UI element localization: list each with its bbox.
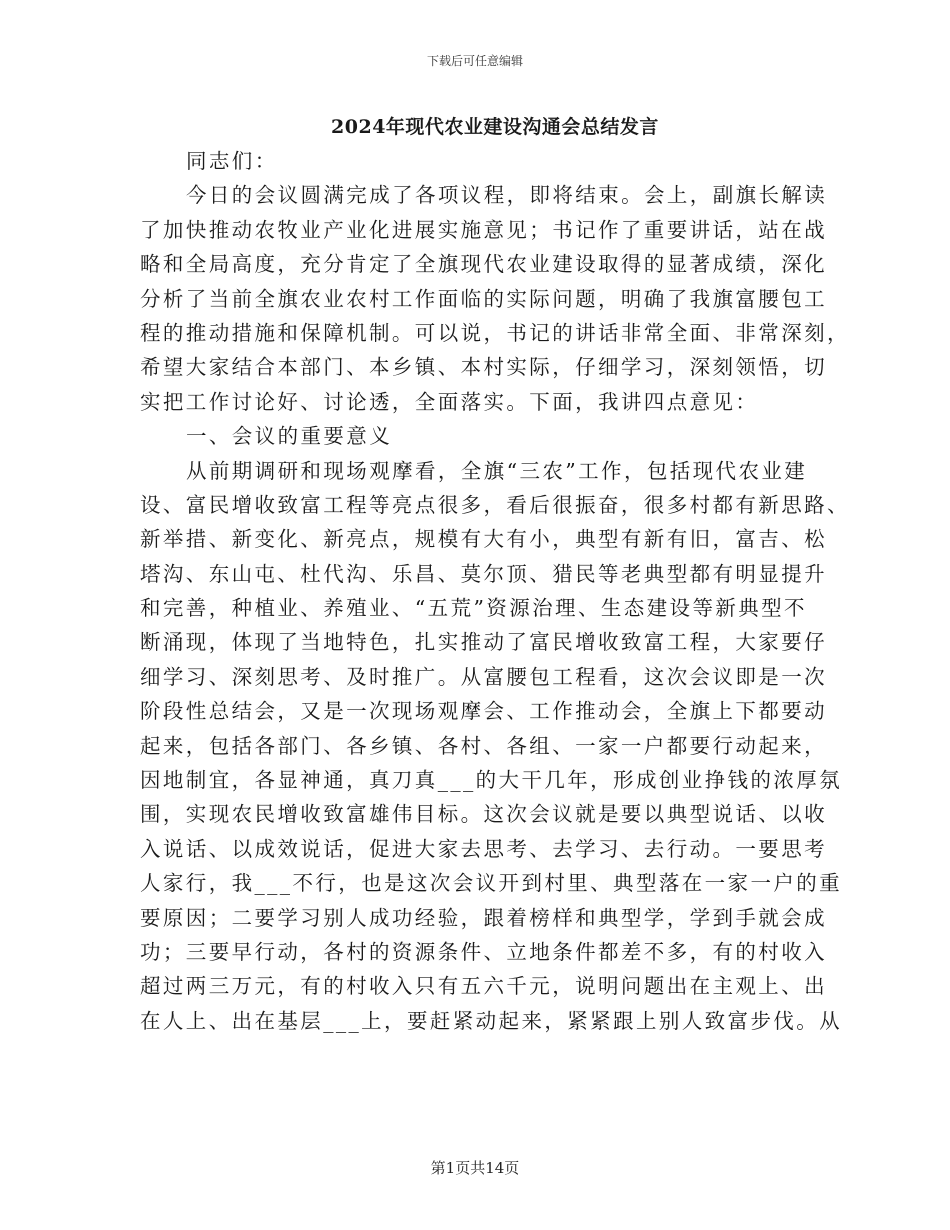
body-line: 断涌现，体现了当地特色，扎实推动了富民增收致富工程，大家要仔 <box>140 630 827 655</box>
body-line: 和完善，种植业、养殖业、“五荒”资源治理、生态建设等新典型不 <box>140 596 807 621</box>
body-line: 略和全局高度，充分肯定了全旗现代农业建设取得的显著成绩，深化 <box>140 252 827 277</box>
body-line: 超过两三万元，有的村收入只有五六千元，说明问题出在主观上、出 <box>140 974 827 999</box>
body-line: 细学习、深刻思考、及时推广。从富腰包工程看，这次会议即是一次 <box>140 664 827 689</box>
document-title: 2024年现代农业建设沟通会总结发言 <box>331 116 659 138</box>
body-line: 希望大家结合本部门、本乡镇、本村实际，仔细学习，深刻领悟，切 <box>140 355 827 380</box>
document-body <box>140 144 850 1038</box>
page-footer: 第1页共14页 <box>430 1159 520 1177</box>
body-line: 同志们： <box>186 149 278 173</box>
body-line: 一、会议的重要意义 <box>186 424 393 449</box>
body-line: 分析了当前全旗农业农村工作面临的实际问题，明确了我旗富腰包工 <box>140 286 827 311</box>
body-line: 塔沟、东山屯、杜代沟、乐昌、莫尔顶、猎民等老典型都有明显提升 <box>140 561 827 586</box>
header-note: 下载后可任意编辑 <box>426 54 523 68</box>
body-line: 实把工作讨论好、讨论透，全面落实。下面，我讲四点意见： <box>140 389 759 414</box>
body-line: 新举措、新变化、新亮点，规模有大有小，典型有新有旧，富吉、松 <box>140 527 827 552</box>
body-line: 入说话、以成效说话，促进大家去思考、去学习、去行动。一要思考 <box>140 836 827 861</box>
body-line: 从前期调研和现场观摩看，全旗“三农”工作，包括现代农业建 <box>186 458 808 483</box>
body-line: 程的推动措施和保障机制。可以说，书记的讲话非常全面、非常深刻， <box>140 320 850 345</box>
body-line: 设、富民增收致富工程等亮点很多，看后很振奋，很多村都有新思路、 <box>140 492 850 517</box>
body-line: 人家行，我___不行，也是这次会议开到村里、典型落在一家一户的重 <box>140 871 843 896</box>
body-line: 功；三要早行动，各村的资源条件、立地条件都差不多，有的村收入 <box>140 939 827 964</box>
body-line: 阶段性总结会，又是一次现场观摩会、工作推动会，全旗上下都要动 <box>140 699 827 724</box>
body-line: 起来，包括各部门、各乡镇、各村、各组、一家一户都要行动起来， <box>140 733 827 758</box>
body-line: 在人上、出在基层___上，要赶紧动起来，紧紧跟上别人致富步伐。从 <box>140 1008 843 1033</box>
body-line: 因地制宜，各显神通，真刀真___的大干几年，形成创业挣钱的浓厚氛 <box>140 768 843 793</box>
body-line: 围，实现农民增收致富雄伟目标。这次会议就是要以典型说话、以收 <box>140 802 827 827</box>
body-line: 了加快推动农牧业产业化进展实施意见；书记作了重要讲话，站在战 <box>140 217 827 242</box>
body-line: 要原因；二要学习别人成功经验，跟着榜样和典型学，学到手就会成 <box>140 905 827 930</box>
body-line: 今日的会议圆满完成了各项议程，即将结束。会上，副旗长解读 <box>186 183 828 208</box>
